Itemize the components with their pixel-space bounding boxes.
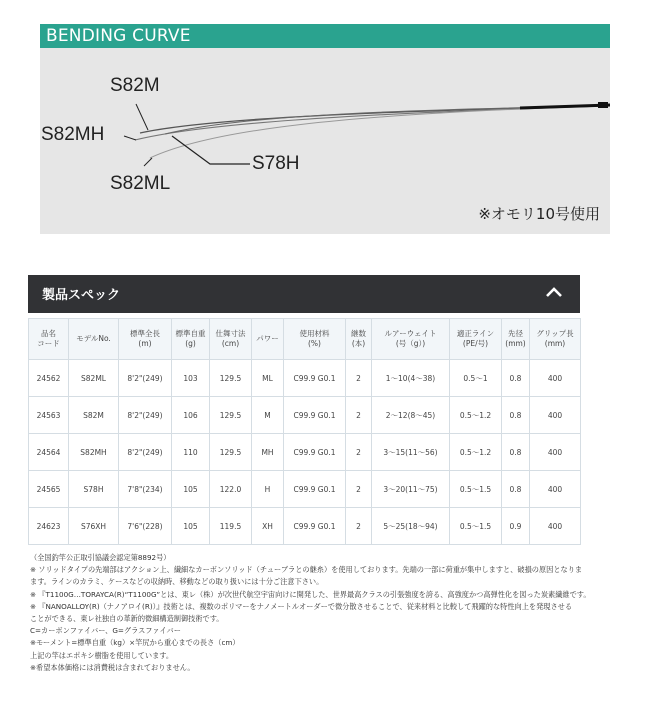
cell-tip: 0.9	[502, 508, 530, 545]
col-header-pieces: 継数 (本)	[346, 319, 372, 360]
cell-line: 0.5〜1.5	[450, 508, 502, 545]
cell-material: C99.9 G0.1	[284, 508, 346, 545]
cell-model: S78H	[69, 471, 119, 508]
cell-lure-weight: 3〜20(11〜75)	[372, 471, 450, 508]
footnote-line: ※希望本体価格には消費税は含まれておりません。	[30, 662, 195, 672]
col-header-weight: 標準自重 (g)	[172, 319, 210, 360]
cell-code: 24564	[29, 434, 69, 471]
cell-material: C99.9 G0.1	[284, 434, 346, 471]
col-header-model: モデルNo.	[69, 319, 119, 360]
cell-tip: 0.8	[502, 471, 530, 508]
cell-tip: 0.8	[502, 434, 530, 471]
spec-accordion-header[interactable]	[28, 275, 580, 313]
cell-closed-length: 129.5	[210, 360, 252, 397]
cell-grip: 400	[530, 471, 581, 508]
spec-title: 製品スペック	[42, 288, 121, 303]
leader-line-s82ml	[144, 158, 152, 166]
cell-length: 7'6"(228)	[119, 508, 172, 545]
col-header-material: 使用材料 (%)	[284, 319, 346, 360]
rod-curve-s82m	[140, 106, 606, 133]
col-header-lure-weight: ルアーウェイト (号（g）)	[372, 319, 450, 360]
table-row	[29, 508, 581, 545]
footnote-line: C=カーボンファイバー、G=グラスファイバー	[30, 626, 181, 636]
leader-line-s82m	[136, 104, 148, 130]
bending-curve-panel	[40, 48, 610, 234]
bending-curve-title: BENDING CURVE	[40, 24, 610, 48]
cell-pieces: 2	[346, 508, 372, 545]
cell-lure-weight: 3〜15(11〜56)	[372, 434, 450, 471]
footnote-line: ※モーメント=標準自重（kg）×竿尻から重心までの長さ（cm）	[30, 638, 240, 648]
cell-code: 24563	[29, 397, 69, 434]
col-header-line: 適正ライン (PE/号)	[450, 319, 502, 360]
cell-power: M	[252, 397, 284, 434]
footnote-line: ことができる、東レ社独自の革新的微細構造制御技術です。	[30, 614, 224, 624]
table-row	[29, 397, 581, 434]
cell-line: 0.5〜1.2	[450, 397, 502, 434]
cell-model: S76XH	[69, 508, 119, 545]
cell-material: C99.9 G0.1	[284, 397, 346, 434]
cell-closed-length: 129.5	[210, 434, 252, 471]
footnote-line: （全国釣竿公正取引協議会認定第8892号）	[30, 553, 171, 562]
cell-length: 7'8"(234)	[119, 471, 172, 508]
rod-curve-s82ml	[150, 106, 606, 158]
spec-table	[28, 318, 581, 545]
cell-weight: 103	[172, 360, 210, 397]
rod-curve-s78h	[165, 106, 606, 134]
footnote-line: ※ 『NANOALLOY(R)（ナノアロイ(R)）』技術とは、複数のポリマーをナノメートルオーダーで微分散させることで、従来材料と比較して飛躍的な特性向上を発現させる	[30, 601, 573, 611]
col-header-tip: 先径 (mm)	[502, 319, 530, 360]
cell-weight: 105	[172, 508, 210, 545]
cell-length: 8'2"(249)	[119, 360, 172, 397]
cell-power: XH	[252, 508, 284, 545]
cell-closed-length: 129.5	[210, 397, 252, 434]
table-row	[29, 471, 581, 508]
footnote-line: 上記の竿はエポキシ樹脂を使用しています。	[30, 650, 174, 660]
curve-label-s78h: S78H	[252, 153, 300, 174]
cell-tip: 0.8	[502, 397, 530, 434]
cell-code: 24565	[29, 471, 69, 508]
curve-label-s82mh: S82MH	[41, 124, 105, 145]
cell-grip: 400	[530, 508, 581, 545]
rod-curve-s82mh	[135, 106, 606, 140]
cell-line: 0.5〜1	[450, 360, 502, 397]
col-header-grip: グリップ長 (mm)	[530, 319, 581, 360]
cell-pieces: 2	[346, 397, 372, 434]
cell-weight: 106	[172, 397, 210, 434]
cell-lure-weight: 1〜10(4〜38)	[372, 360, 450, 397]
cell-grip: 400	[530, 434, 581, 471]
cell-closed-length: 122.0	[210, 471, 252, 508]
cell-length: 8'2"(249)	[119, 434, 172, 471]
spec-header-row	[29, 319, 581, 360]
cell-model: S82ML	[69, 360, 119, 397]
cell-weight: 110	[172, 434, 210, 471]
rod-butt	[520, 105, 610, 108]
cell-grip: 400	[530, 397, 581, 434]
footnote-line: ます。ラインのカラミ、ケースなどの収納時、移動などの取り扱いには十分ご注意下さい。	[30, 577, 324, 587]
chevron-up-icon[interactable]	[542, 281, 566, 305]
sinker-note: ※オモリ10号使用	[478, 205, 600, 223]
cell-grip: 400	[530, 360, 581, 397]
cell-code: 24562	[29, 360, 69, 397]
cell-length: 8'2"(249)	[119, 397, 172, 434]
cell-weight: 105	[172, 471, 210, 508]
cell-tip: 0.8	[502, 360, 530, 397]
cell-pieces: 2	[346, 434, 372, 471]
cell-material: C99.9 G0.1	[284, 360, 346, 397]
cell-line: 0.5〜1.5	[450, 471, 502, 508]
leader-line-s78h	[172, 136, 250, 164]
footnote-line: ※ ソリッドタイプの先端部はアクション上、繊細なカーボンソリッド（チューブラとの継糸）を使用しております。先端の一部に荷重が集中しますと、破損の原因となりま	[30, 565, 583, 575]
cell-power: ML	[252, 360, 284, 397]
col-header-closed-length: 仕舞寸法 (cm)	[210, 319, 252, 360]
cell-lure-weight: 5〜25(18〜94)	[372, 508, 450, 545]
col-header-code: 品名 コード	[29, 319, 69, 360]
curve-label-s82m: S82M	[110, 75, 160, 96]
curve-label-s82ml: S82ML	[110, 173, 171, 194]
leader-line-s82mh	[124, 136, 136, 140]
cell-line: 0.5〜1.2	[450, 434, 502, 471]
col-header-length: 標準全長 (m)	[119, 319, 172, 360]
cell-code: 24623	[29, 508, 69, 545]
footnote-line: ※ 『T1100G…TORAYCA(R)“T1100G”とは、東レ（株）が次世代航空宇宙向けに開発した、世界最高クラスの引張強度を誇る、高強度かつ高弾性化を図った炭素繊維です。	[30, 589, 591, 599]
table-row	[29, 360, 581, 397]
cell-model: S82M	[69, 397, 119, 434]
cell-material: C99.9 G0.1	[284, 471, 346, 508]
rod-end-cap	[598, 102, 608, 108]
table-row	[29, 434, 581, 471]
col-header-power: パワー	[252, 319, 284, 360]
cell-power: MH	[252, 434, 284, 471]
cell-pieces: 2	[346, 471, 372, 508]
cell-model: S82MH	[69, 434, 119, 471]
footnotes	[30, 552, 630, 674]
cell-power: H	[252, 471, 284, 508]
cell-lure-weight: 2〜12(8〜45)	[372, 397, 450, 434]
cell-closed-length: 119.5	[210, 508, 252, 545]
cell-pieces: 2	[346, 360, 372, 397]
